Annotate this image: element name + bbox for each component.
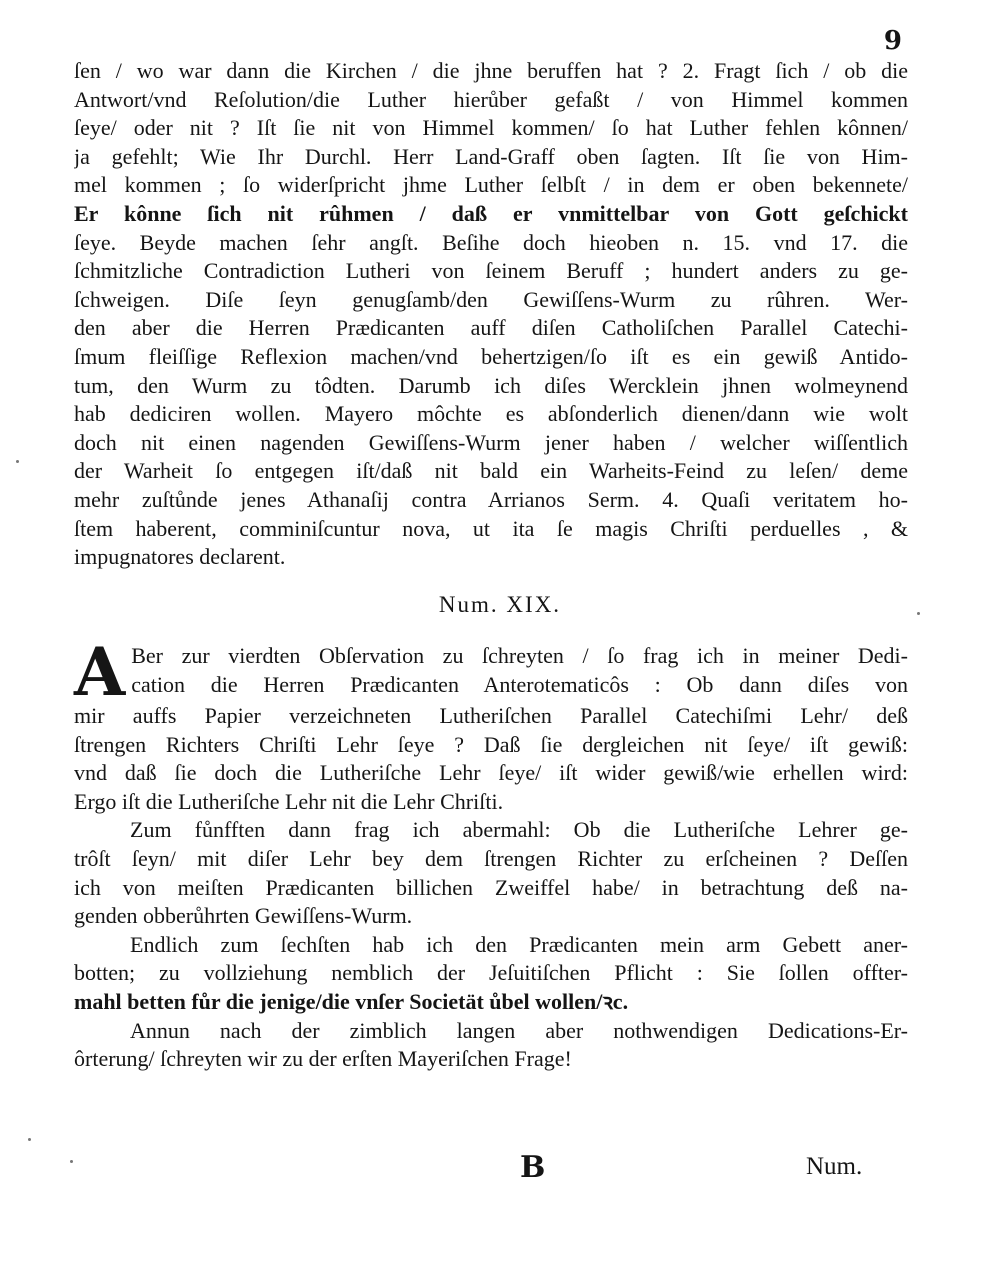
- text-line: ſmum fleiſſige Reflexion machen/vnd behertzigen/ſo iſt es ein gewiß Antido-: [74, 343, 908, 369]
- catchword: Num.: [806, 1153, 863, 1180]
- text-line: ſtrengen Richters Chriſti Lehr ſeye ? Daß ſie dergleichen nit ſeye/ iſt gewiß:: [74, 731, 908, 757]
- text-line: den aber die Herren Prædicanten auff diſen Catholiſchen Parallel Catechi-: [74, 315, 908, 341]
- paper-speck: [70, 1160, 73, 1163]
- section-heading: Num. XIX.: [438, 592, 562, 617]
- text-line: genden obberůhrten Gewiſſens-Wurm.: [74, 903, 413, 929]
- text-line: ſeye/ oder nit ? Iſt ſie nit von Himmel kommen/ ſo hat Luther fehlen kônnen/: [74, 115, 908, 141]
- text-line: mel kommen ; ſo widerſpricht jhme Luther ſelbſt / in dem er oben bekennete/: [74, 172, 908, 198]
- paper-speck: [16, 460, 19, 463]
- text-line: impugnatores declarent.: [74, 544, 286, 570]
- text-line: trôſt ſeyn/ mit diſer Lehr bey dem ſtrengen Richter zu erſcheinen ? Deſſen: [74, 845, 908, 871]
- text-line: Zum fůnfften dann frag ich abermahl: Ob die Lutheriſche Lehrer ge-: [130, 817, 908, 843]
- signature-mark: B: [520, 1150, 546, 1185]
- text-line: Annun nach der zimblich langen aber nothwendigen Dedications-Er-: [130, 1017, 908, 1043]
- text-line: ſtem haberent, comminiſcuntur nova, ut ita ſe magis Chriſti perduelles , &: [74, 515, 908, 541]
- text-line: hab dediciren wollen. Mayero môchte es abſonderlich dienen/dann wie wolt: [74, 401, 908, 427]
- page-number: 9: [883, 26, 902, 56]
- text-line: ich von meiſten Prædicanten billichen Zweiffel habe/ in betrachtung deß na-: [74, 874, 908, 900]
- text-line: mir auffs Papier verzeichneten Lutheriſchen Parallel Catechiſmi Lehr/ deß: [74, 703, 908, 728]
- paper-speck: [917, 612, 920, 615]
- text-line: Endlich zum ſechſten hab ich den Prædicanten mein arm Gebett aner-: [130, 931, 908, 957]
- text-line: Ber zur vierdten Obſervation zu ſchreyten / ſo frag ich in meiner Dedi-: [131, 643, 908, 668]
- text-line-emphasized: Er kônne ſich nit rûhmen / daß er vnmittelbar von Gott geſchickt: [74, 200, 908, 226]
- text-line: ôrterung/ ſchreyten wir zu der erſten Mayeriſchen Frage!: [74, 1046, 572, 1072]
- paragraph-fifth: [74, 816, 908, 930]
- paragraph-body: [74, 633, 908, 1074]
- text-line: Ergo iſt die Lutheriſche Lehr nit die Lehr Chriſti.: [74, 788, 504, 814]
- text-line-emphasized: mahl betten fůr die jenige/die vnſer Societät ůbel wollen/ꝛc.: [74, 988, 629, 1014]
- paragraph-drop-cap: [74, 633, 908, 816]
- text-line: ſen / wo war dann die Kirchen / die jhne beruffen hat ? 2. Fragt ſich / ob die: [74, 58, 908, 83]
- text-line: ja gefehlt; Wie Ihr Durchl. Herr Land-Graff oben ſagten. Iſt ſie von Him-: [74, 143, 908, 169]
- text-line: Antwort/vnd Reſolution/die Luther hierůber gefaßt / von Himmel kommen: [74, 86, 908, 112]
- text-line: vnd daß ſie doch die Lutheriſche Lehr ſeye/ iſt wider gewiß/wie erhellen wird:: [74, 760, 908, 786]
- text-line: mehr zuſtůnde jenes Athanaſij contra Arrianos Serm. 4. Quaſi veritatem ho-: [74, 486, 908, 512]
- drop-cap-letter: A: [74, 633, 126, 711]
- text-line: der Warheit ſo entgegen iſt/daß nit bald ein Warheits-Feind zu leſen/ deme: [74, 458, 908, 484]
- text-line: tum, den Wurm zu tôdten. Darumb ich diſes Wercklein jhnen wolmeynend: [74, 372, 908, 398]
- text-line: ſchweigen. Diſe ſeyn genugſamb/den Gewiſſens-Wurm zu rûhren. Wer-: [74, 286, 908, 312]
- text-line: doch nit einen nagenden Gewiſſens-Wurm jener haben / welcher wiſſentlich: [74, 429, 908, 455]
- text-line: ſchmitzliche Contradiction Lutheri von ſeinem Beruff ; hundert anders zu ge-: [74, 258, 908, 284]
- paragraph-sixth: [74, 931, 908, 1017]
- paper-speck: [28, 1138, 31, 1141]
- text-line: botten; zu vollziehung nemblich der Jeſuitiſchen Pflicht : Sie ſollen offter-: [74, 960, 908, 986]
- text-line: ſeye. Beyde machen ſehr angſt. Beſihe doch hieoben n. 15. vnd 17. die: [74, 229, 908, 255]
- paragraph-closing: [74, 1017, 908, 1074]
- paragraph-continued: [74, 57, 908, 572]
- text-line: cation die Herren Prædicanten Anterotematicôs : Ob dann diſes von: [131, 671, 908, 697]
